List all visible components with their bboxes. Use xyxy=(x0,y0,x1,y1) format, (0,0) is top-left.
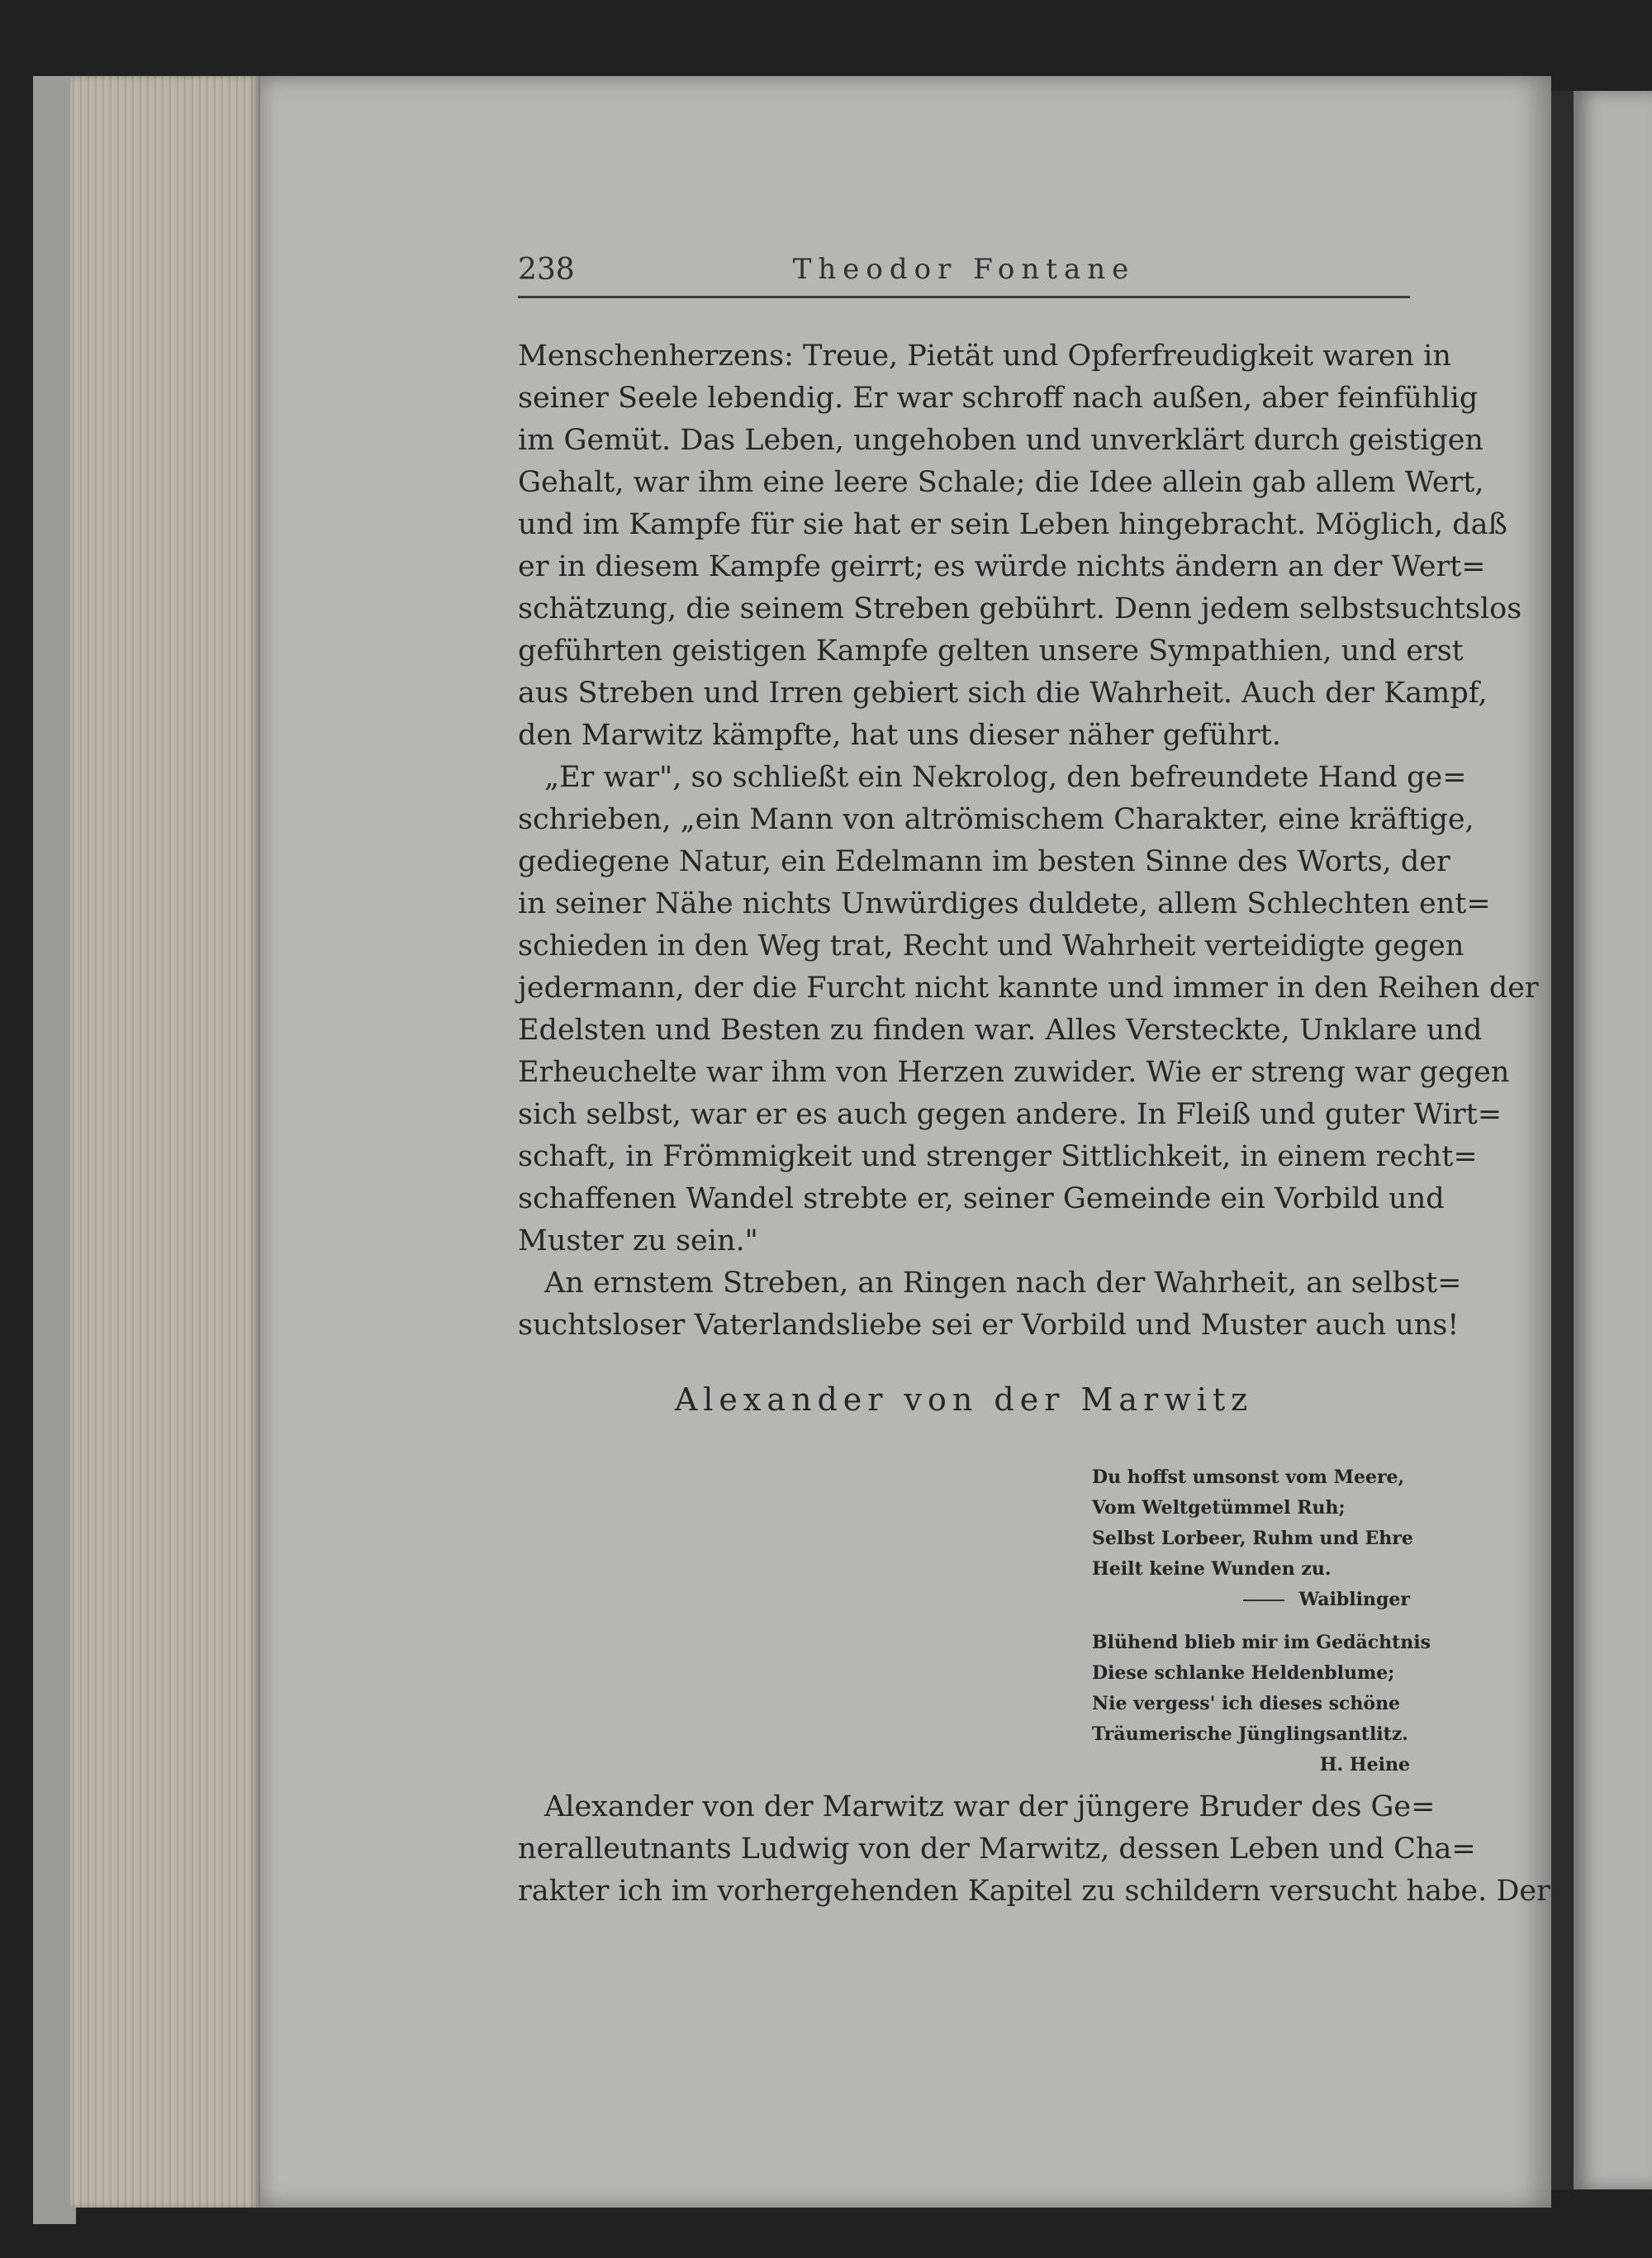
text-line: „Er war", so schließt ein Nekrolog, den befreundete Hand ge= xyxy=(544,761,1467,794)
text-line: Muster zu sein." xyxy=(518,1224,758,1257)
body-text xyxy=(518,335,1539,1347)
text-line: Gehalt, war ihm eine leere Schale; die Idee allein gab allem Wert, xyxy=(518,466,1484,499)
text-line: schätzung, die seinem Streben gebührt. Denn jedem selbstsuchtslos xyxy=(518,592,1522,625)
text-line: Menschenherzens: Treue, Pietät und Opferfreudigkeit waren in xyxy=(518,340,1451,373)
epigraph-attribution xyxy=(1092,1585,1410,1615)
running-head: Theodor Fontane xyxy=(792,253,1136,286)
epigraph-line: Träumerische Jünglingsantlitz. xyxy=(1092,1723,1408,1745)
dash-rule xyxy=(1243,1600,1284,1601)
attribution-text: Waiblinger xyxy=(1298,1589,1410,1610)
text-line: schieden in den Weg trat, Recht und Wahrheit verteidigte gegen xyxy=(518,929,1464,963)
facing-page-edge xyxy=(1574,91,1652,2189)
text-line: geführten geistigen Kampfe gelten unsere Sympathien, und erst xyxy=(518,635,1464,668)
text-line: An ernstem Streben, an Ringen nach der Wahrheit, an selbst= xyxy=(544,1267,1462,1300)
text-line: den Marwitz kämpfte, hat uns dieser näher geführt. xyxy=(518,719,1281,752)
epigraph-line: Selbst Lorbeer, Ruhm und Ehre xyxy=(1092,1528,1413,1549)
text-line: seiner Seele lebendig. Er war schroff nach außen, aber feinfühlig xyxy=(518,382,1479,415)
epigraph-line: Diese schlanke Heldenblume; xyxy=(1092,1662,1395,1684)
text-line: neralleutnants Ludwig von der Marwitz, dessen Leben und Cha= xyxy=(518,1833,1476,1866)
text-line: aus Streben und Irren gebiert sich die Wahrheit. Auch der Kampf, xyxy=(518,677,1488,710)
page-number: 238 xyxy=(518,253,575,287)
epigraph-line: Blühend blieb mir im Gedächtnis xyxy=(1092,1632,1431,1653)
text-line: und im Kampfe für sie hat er sein Leben hingebracht. Möglich, daß xyxy=(518,508,1507,541)
text-line: suchtsloser Vaterlandsliebe sei er Vorbild und Muster auch uns! xyxy=(518,1309,1460,1342)
text-line: sich selbst, war er es auch gegen andere. In Fleiß und guter Wirt= xyxy=(518,1098,1502,1131)
text-line: gediegene Natur, ein Edelmann im besten Sinne des Worts, der xyxy=(518,845,1450,878)
closing-text xyxy=(518,1786,1550,1913)
page-header xyxy=(518,246,1410,298)
text-line: schaft, in Frömmigkeit und strenger Sittlichkeit, in einem recht= xyxy=(518,1140,1478,1173)
text-line: jedermann, der die Furcht nicht kannte und immer in den Reihen der xyxy=(518,972,1539,1005)
text-line: schaffenen Wandel strebte er, seiner Gemeinde ein Vorbild und xyxy=(518,1182,1445,1215)
section-title: Alexander von der Marwitz xyxy=(674,1381,1254,1418)
page-stack-edge xyxy=(70,76,260,2208)
epigraph-line: Du hoffst umsonst vom Meere, xyxy=(1092,1467,1405,1488)
epigraph-line: Heilt keine Wunden zu. xyxy=(1092,1558,1332,1580)
text-line: er in diesem Kampfe geirrt; es würde nichts ändern an der Wert= xyxy=(518,550,1486,583)
text-line: im Gemüt. Das Leben, ungehoben und unverklärt durch geistigen xyxy=(518,424,1483,457)
text-line: Alexander von der Marwitz war der jüngere Bruder des Ge= xyxy=(544,1790,1436,1823)
text-line: in seiner Nähe nichts Unwürdiges duldete, allem Schlechten ent= xyxy=(518,887,1491,920)
epigraph-waiblinger xyxy=(1092,1462,1413,1615)
text-line: schrieben, „ein Mann von altrömischem Charakter, eine kräftige, xyxy=(518,803,1474,836)
text-line: rakter ich im vorhergehenden Kapitel zu schildern versucht habe. Der xyxy=(518,1875,1550,1908)
epigraph-line: Vom Weltgetümmel Ruh; xyxy=(1092,1497,1346,1519)
epigraph-line: Nie vergess' ich dieses schöne xyxy=(1092,1693,1401,1714)
text-line: Edelsten und Besten zu finden war. Alles Versteckte, Unklare und xyxy=(518,1014,1483,1047)
text-line: Erheuchelte war ihm von Herzen zuwider. Wie er streng war gegen xyxy=(518,1056,1510,1089)
epigraph-heine xyxy=(1092,1628,1431,1780)
epigraph-attribution: H. Heine xyxy=(1319,1754,1410,1776)
